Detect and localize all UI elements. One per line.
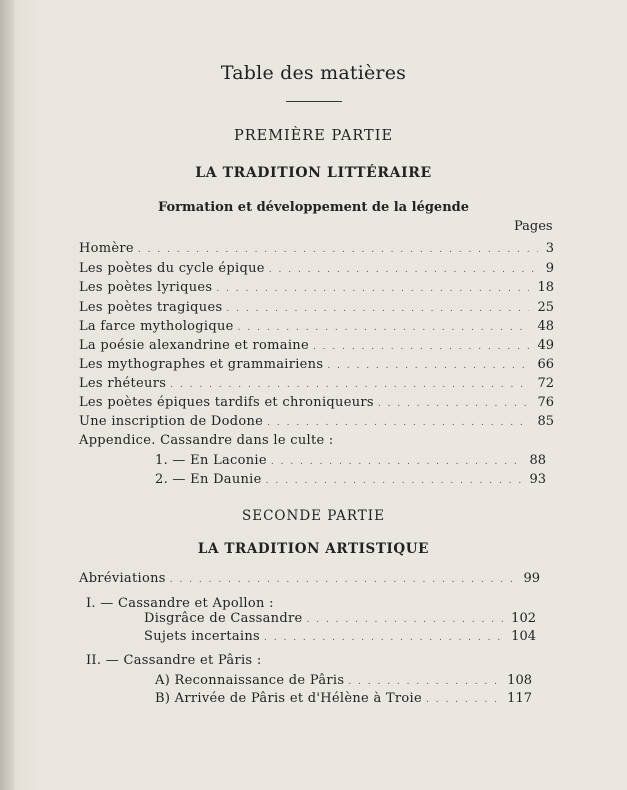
- toc-entry-page: 72: [537, 376, 554, 391]
- toc-entry-label: Les poètes lyriques: [79, 280, 213, 295]
- toc-entry-label: B) Arrivée de Pâris et d'Hélène à Troie: [155, 691, 423, 706]
- toc-entry[interactable]: [155, 452, 546, 471]
- toc-entry-page: 66: [537, 357, 554, 372]
- toc-entry-label: Homère: [79, 241, 134, 256]
- page-title: Table des matières: [220, 62, 407, 84]
- leader-dots: [313, 338, 530, 356]
- toc-entry-page: 3: [545, 241, 554, 256]
- leader-dots: [138, 241, 538, 259]
- toc-entry-page: 99: [523, 571, 540, 586]
- toc-entry-label: La poésie alexandrine et romaine: [79, 338, 309, 353]
- leader-dots: [271, 453, 522, 471]
- toc-entry-page: 48: [537, 319, 554, 334]
- toc-entry[interactable]: [79, 318, 554, 337]
- toc-entry[interactable]: [79, 260, 554, 279]
- part1-subheading: Formation et développement de la légende: [157, 200, 470, 215]
- toc-entry-page: 18: [537, 280, 554, 295]
- leader-dots: [426, 691, 499, 709]
- leader-dots: [264, 629, 503, 647]
- toc-entry[interactable]: [144, 628, 536, 647]
- pages-column-label: Pages: [514, 219, 553, 234]
- section-label: I. — Cassandre et Apollon :: [86, 596, 274, 611]
- leader-dots: [269, 261, 538, 279]
- toc-entry[interactable]: [155, 690, 532, 709]
- leader-dots: [378, 395, 530, 413]
- leader-dots: [216, 280, 529, 298]
- toc-entry-label: Une inscription de Dodone: [79, 414, 264, 429]
- toc-entry-page: 102: [511, 611, 536, 626]
- leader-dots: [267, 414, 529, 432]
- toc-entry-page: 117: [507, 691, 532, 706]
- leader-dots: [327, 357, 529, 375]
- toc-entry-label: 2. — En Daunie: [155, 472, 262, 487]
- toc-entry-label: Les poètes tragiques: [79, 300, 223, 315]
- toc-entry-label: Les poètes épiques tardifs et chroniqueurs: [79, 395, 374, 410]
- page-gutter: [0, 0, 14, 790]
- leader-dots: [238, 319, 530, 337]
- part2-label: SECONDE PARTIE: [242, 508, 385, 524]
- leader-dots: [348, 673, 499, 691]
- toc-entry-page: 93: [529, 472, 546, 487]
- toc-entry-label: 1. — En Laconie: [155, 453, 267, 468]
- toc-entry[interactable]: [155, 672, 532, 691]
- appendix-label: Appendice. Cassandre dans le culte :: [79, 433, 334, 448]
- part1-label: PREMIÈRE PARTIE: [233, 128, 394, 144]
- toc-entry[interactable]: [79, 413, 554, 432]
- toc-entry-label: Les poètes du cycle épique: [79, 261, 265, 276]
- leader-dots: [170, 376, 529, 394]
- section-label: II. — Cassandre et Pâris :: [86, 653, 262, 668]
- toc-entry-label: La farce mythologique: [79, 319, 234, 334]
- toc-entry[interactable]: [79, 299, 554, 318]
- toc-entry-label: Abréviations: [79, 571, 166, 586]
- title-rule: [286, 101, 342, 102]
- toc-entry-page: 25: [537, 300, 554, 315]
- toc-entry-label: Sujets incertains: [144, 629, 261, 644]
- toc-entry-page: 85: [537, 414, 554, 429]
- toc-entry-page: 108: [507, 673, 532, 688]
- part2-heading: LA TRADITION ARTISTIQUE: [197, 541, 430, 557]
- toc-entry-page: 49: [537, 338, 554, 353]
- leader-dots: [307, 611, 504, 629]
- toc-entry-label: Les mythographes et grammairiens: [79, 357, 324, 372]
- toc-entry[interactable]: [79, 240, 554, 259]
- toc-entry[interactable]: [155, 471, 546, 490]
- toc-entry-page: 76: [537, 395, 554, 410]
- toc-entry-label: Les rhéteurs: [79, 376, 167, 391]
- toc-entry-label: A) Reconnaissance de Pâris: [155, 673, 345, 688]
- toc-entry-page: 88: [529, 453, 546, 468]
- part1-heading: LA TRADITION LITTÉRAIRE: [195, 165, 432, 181]
- toc-entry[interactable]: [79, 394, 554, 413]
- leader-dots: [226, 300, 529, 318]
- toc-entry[interactable]: [79, 356, 554, 375]
- toc-entry[interactable]: [144, 610, 536, 629]
- toc-entry[interactable]: [79, 570, 540, 589]
- toc-entry-page: 9: [545, 261, 554, 276]
- leader-dots: [170, 571, 516, 589]
- toc-entry-label: Disgrâce de Cassandre: [144, 611, 303, 626]
- leader-dots: [266, 472, 522, 490]
- toc-entry[interactable]: [79, 337, 554, 356]
- toc-entry-page: 104: [511, 629, 536, 644]
- toc-entry[interactable]: [79, 375, 554, 394]
- toc-entry[interactable]: [79, 279, 554, 298]
